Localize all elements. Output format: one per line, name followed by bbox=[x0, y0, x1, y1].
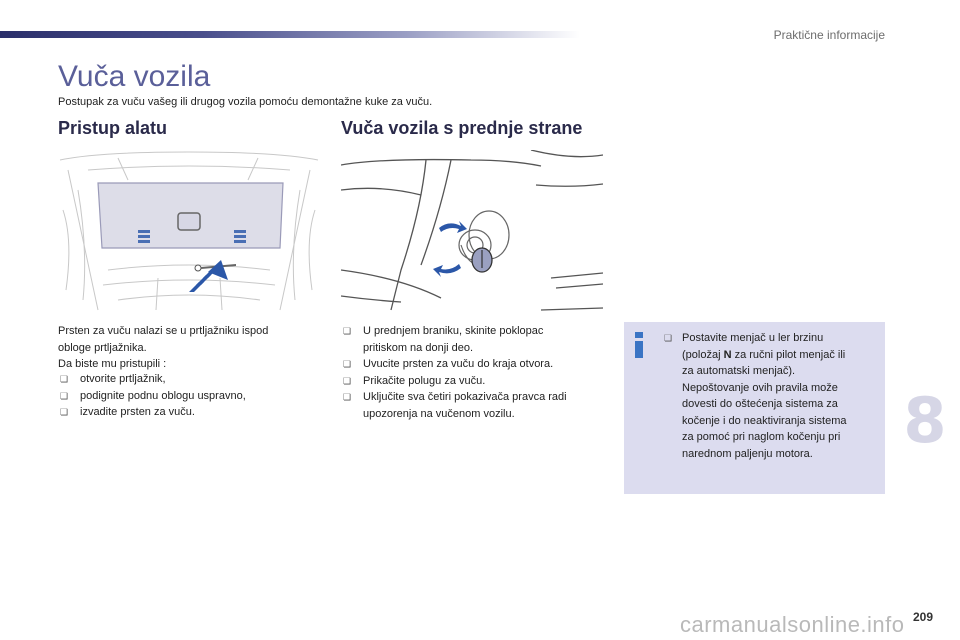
info-box bbox=[624, 322, 885, 494]
list-item-text: Uključite sva četiri pokazivača pravca radi bbox=[363, 391, 567, 403]
info-icon bbox=[632, 332, 646, 358]
list-item-text: podignite podnu oblogu uspravno, bbox=[80, 389, 246, 402]
chapter-number: 8 bbox=[903, 384, 947, 457]
section-title: Praktične informacije bbox=[773, 28, 885, 42]
trunk-steps-list bbox=[58, 371, 320, 421]
page-number: 209 bbox=[913, 610, 934, 624]
info-line: narednom paljenju motora. bbox=[682, 447, 813, 460]
list-item bbox=[58, 404, 320, 421]
checkbox-bullet-icon: ❏ bbox=[60, 407, 69, 417]
header-gradient-bar bbox=[0, 31, 580, 38]
info-line: za automatski menjač). bbox=[682, 365, 796, 377]
intro-line: Da biste mu pristupili : bbox=[58, 358, 167, 370]
info-line: za pomoć pri naglom kočenju pri bbox=[682, 431, 841, 443]
list-item-text: otvorite prtljažnik, bbox=[80, 373, 166, 385]
checkbox-bullet-icon: ❏ bbox=[60, 390, 69, 401]
list-item-text: upozorenja na vučenom vozilu. bbox=[363, 407, 515, 420]
checkbox-bullet-icon: ❏ bbox=[664, 333, 673, 343]
page-subtitle: Postupak za vuču vašeg ili drugog vozila pomoću demontažne kuke za vuču. bbox=[58, 96, 433, 108]
list-item bbox=[58, 388, 320, 405]
list-item-text: pritiskom na donji deo. bbox=[363, 341, 474, 354]
list-item-text: izvadite prsten za vuču. bbox=[80, 406, 195, 418]
info-line: dovesti do oštećenja sistema za bbox=[682, 398, 838, 410]
trunk-illustration bbox=[58, 150, 320, 312]
list-item bbox=[341, 389, 603, 422]
info-line: Postavite menjač u ler brzinu bbox=[682, 332, 824, 344]
checkbox-bullet-icon: ❏ bbox=[343, 392, 352, 402]
intro-line: Prsten za vuču nalazi se u prtljažniku ispod bbox=[58, 325, 269, 337]
watermark: carmanualsonline.info bbox=[680, 612, 905, 637]
heading-tool-access: Pristup alatu bbox=[58, 118, 168, 138]
info-line: Nepoštovanje ovih pravila može bbox=[682, 381, 838, 394]
checkbox-bullet-icon: ❏ bbox=[343, 359, 352, 369]
list-item bbox=[58, 371, 320, 388]
list-item-text: Prikačite polugu za vuču. bbox=[363, 374, 486, 387]
gear-position-n: N bbox=[723, 348, 732, 361]
list-item bbox=[662, 330, 877, 462]
heading-front-towing: Vuča vozila s prednje strane bbox=[341, 118, 583, 138]
list-item bbox=[341, 356, 603, 373]
list-item-text: U prednjem braniku, skinite poklopac bbox=[363, 325, 544, 337]
front-bumper-illustration bbox=[341, 150, 603, 312]
trunk-intro-text bbox=[58, 323, 318, 373]
checkbox-bullet-icon: ❏ bbox=[343, 375, 352, 386]
list-item bbox=[341, 373, 603, 390]
info-line-part: (položaj bbox=[682, 348, 724, 361]
info-line bbox=[682, 347, 877, 364]
towing-steps-list bbox=[341, 323, 603, 422]
checkbox-bullet-icon: ❏ bbox=[60, 374, 69, 384]
checkbox-bullet-icon: ❏ bbox=[343, 326, 352, 336]
list-item bbox=[341, 323, 603, 356]
info-line-part: za ručni pilot menjač ili bbox=[731, 348, 846, 361]
info-list bbox=[662, 330, 877, 462]
page-title: Vuča vozila bbox=[58, 60, 211, 93]
intro-line: obloge prtljažnika. bbox=[58, 341, 147, 354]
info-line: kočenje i do neaktiviranja sistema bbox=[682, 414, 847, 427]
list-item-text: Uvucite prsten za vuču do kraja otvora. bbox=[363, 358, 554, 370]
